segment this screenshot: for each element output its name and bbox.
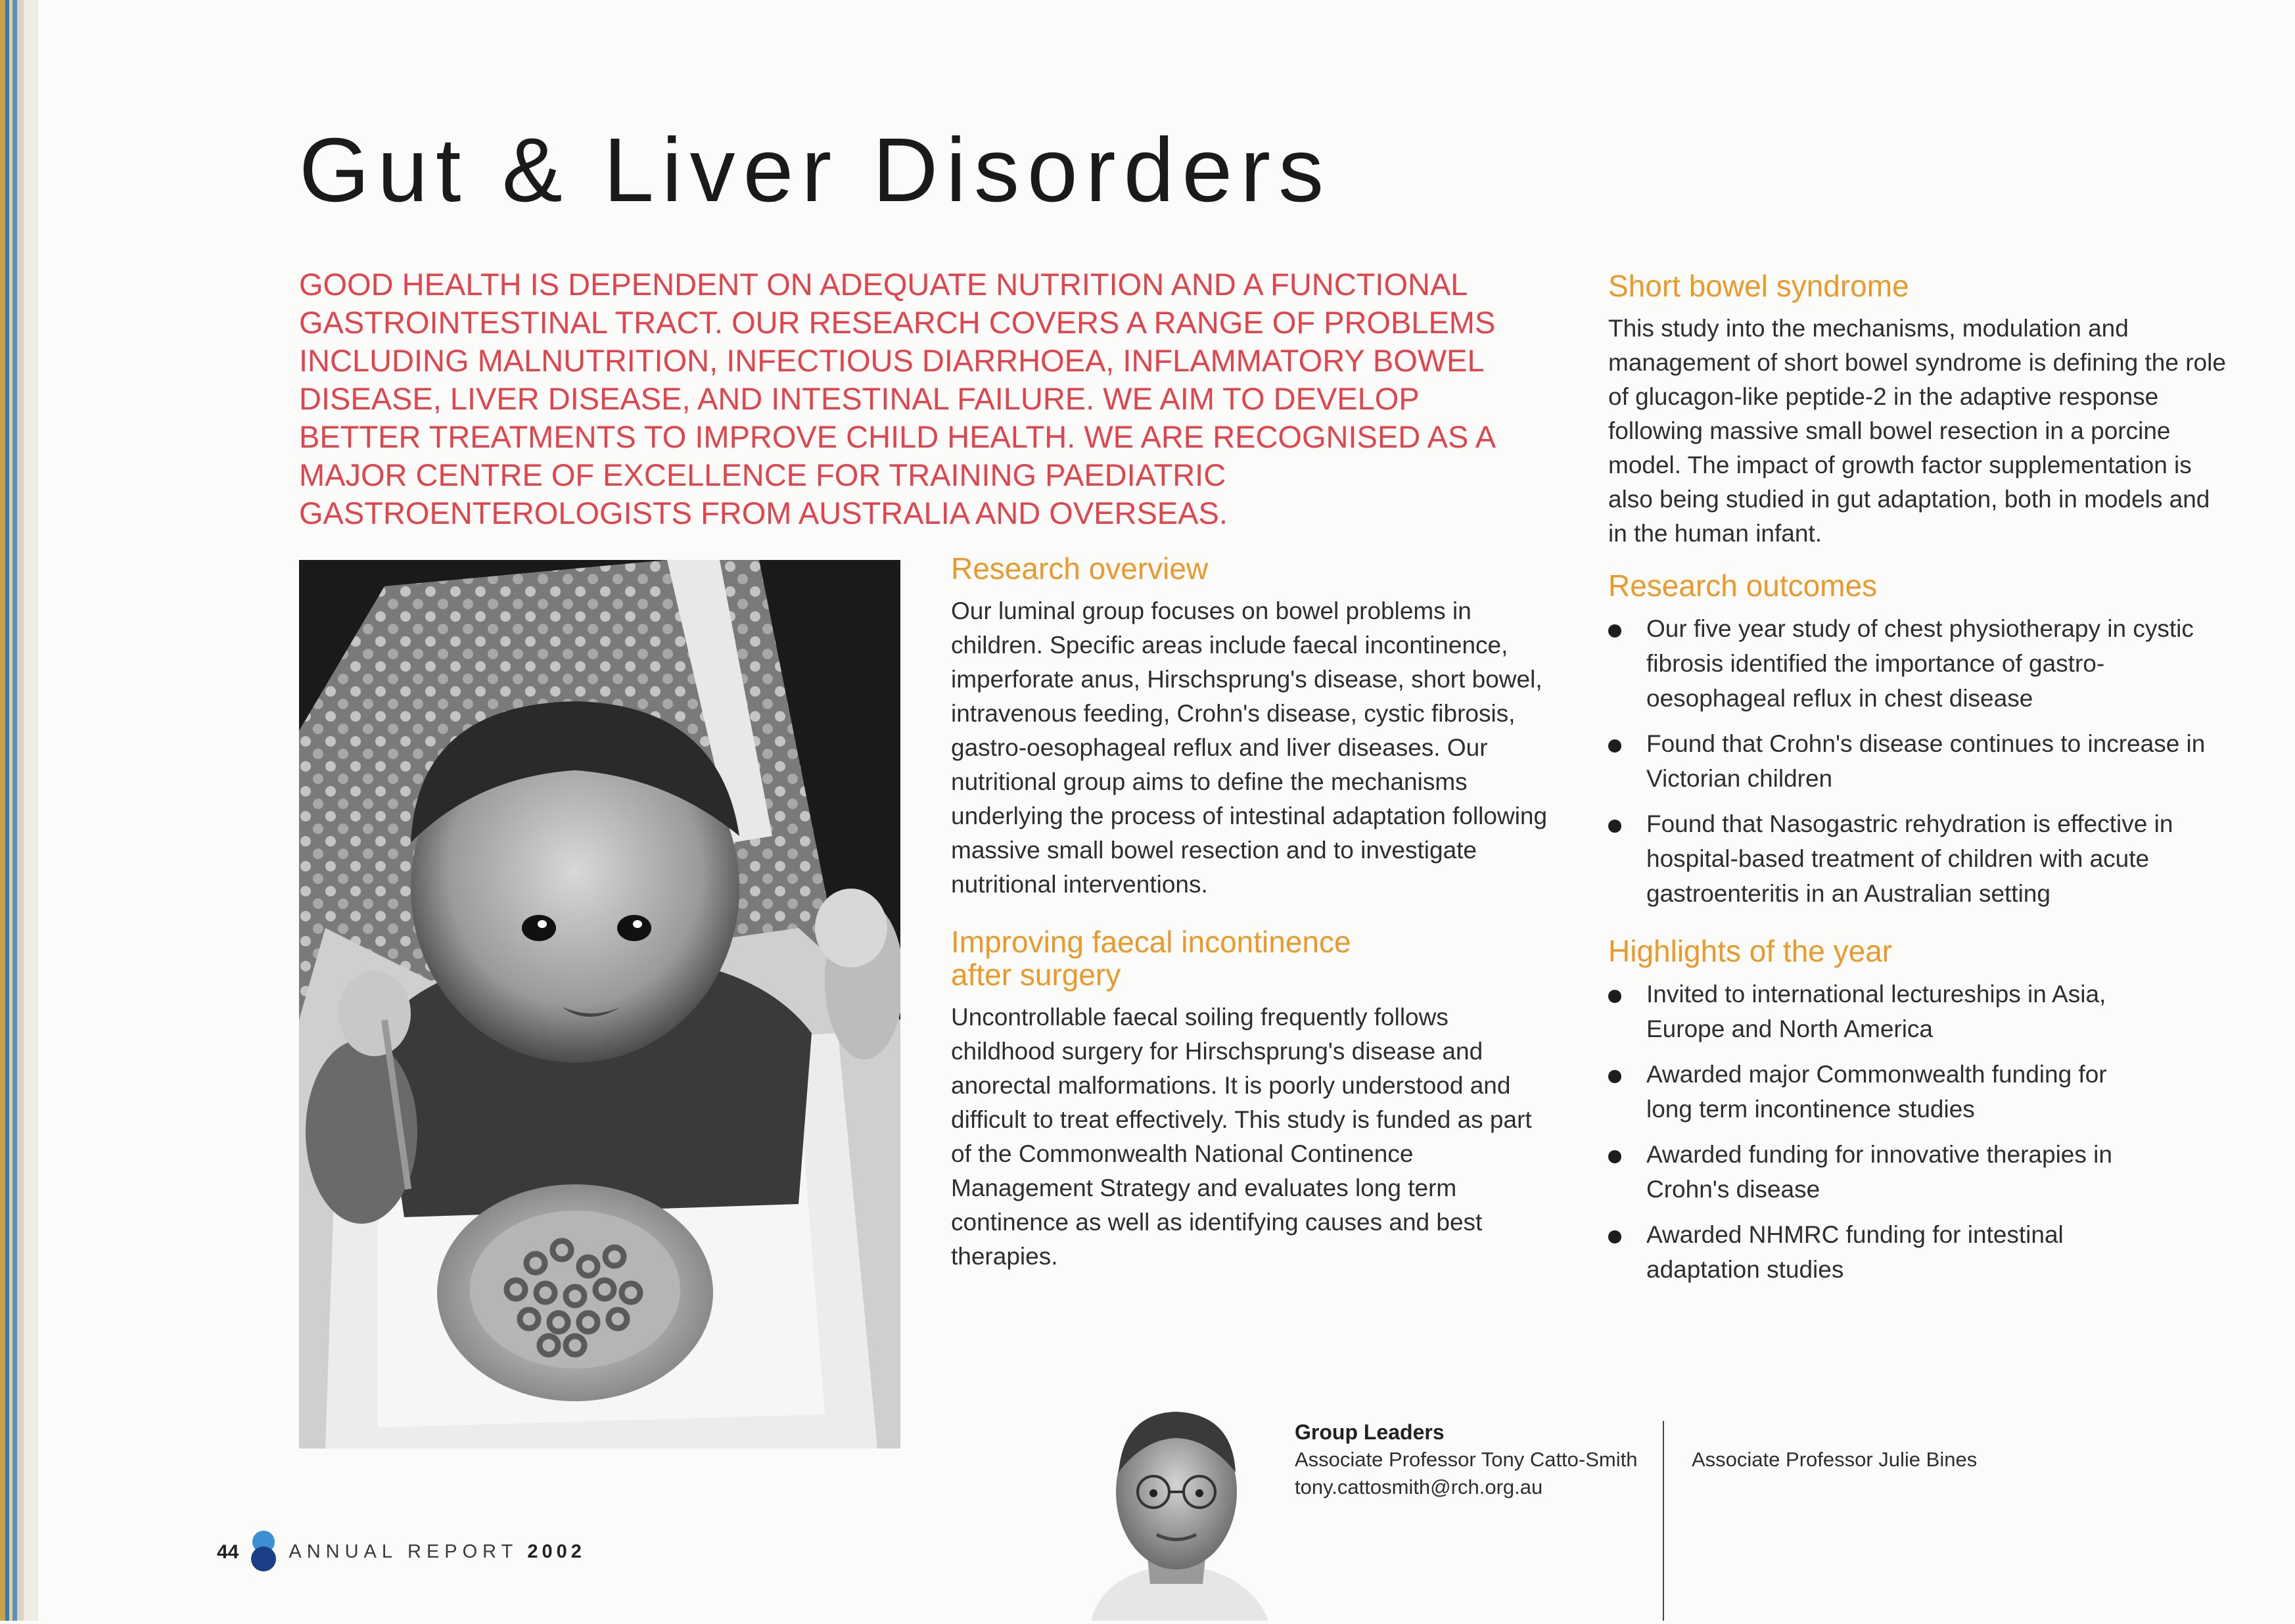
group-leader-portrait — [1078, 1387, 1275, 1621]
list-item: Found that Nasogastric rehydration is effective in hospital-based treatment of children with acute gastroenteritis in an Australian setting — [1608, 806, 2233, 911]
middle-column — [951, 552, 1569, 1297]
list-item: Invited to international lectureships in Asia, Europe and North America — [1608, 977, 2233, 1046]
group-leaders-label: Group Leaders — [1295, 1420, 1445, 1444]
short-bowel-body: This study into the mechanisms, modulation and management of short bowel syndrome is defining the role of glucagon-like peptide-2 in the adaptive response following massive small bowel resection in a porcine model. The impact of growth factor supplementation is also being studied in gut adaptation, both in models and in the human infant. — [1608, 315, 2226, 547]
highlights-heading: Highlights of the year — [1608, 934, 1893, 968]
list-item: Awarded funding for innovative therapies in Crohn's disease — [1608, 1137, 2233, 1207]
page-footer — [217, 1529, 586, 1575]
child-photo — [299, 560, 900, 1449]
intro-paragraph: GOOD HEALTH IS DEPENDENT ON ADEQUATE NUTRITION AND A FUNCTIONAL GASTROINTESTINAL TRACT. OUR RESEARCH COVERS A RANGE OF PROBLEMS INCLUDING MALNUTRITION, INFECTIOUS DIARRHOEA, INFLAMMATORY BOWEL DISEASE, LIVER DISEASE, AND INTESTINAL FAILURE. WE AIM TO DEVELOP BETTER TREATMENTS TO IMPROVE CHILD HEALTH. WE ARE RECOGNISED AS A MAJOR CENTRE OF EXCELLENCE FOR TRAINING PAEDIATRIC GASTROENTEROLOGISTS FROM AUSTRALIA AND OVERSEAS. — [299, 267, 1496, 530]
leader-name-2: Associate Professor Julie Bines — [1692, 1448, 1978, 1471]
group-leaders — [1295, 1418, 1637, 1501]
page-title: Gut & Liver Disorders — [299, 120, 1332, 221]
research-outcomes-heading: Research outcomes — [1608, 568, 1878, 603]
research-overview-heading: Research overview — [951, 551, 1209, 586]
list-item: Awarded major Commonwealth funding for long term incontinence studies — [1608, 1057, 2233, 1126]
page-number: 44 — [217, 1541, 239, 1563]
leader-divider — [1663, 1421, 1664, 1621]
binding-spine — [0, 0, 38, 1621]
report-year: 2002 — [527, 1541, 586, 1562]
right-column — [1608, 269, 2233, 1311]
leader-name: Associate Professor Tony Catto-Smith — [1295, 1448, 1638, 1471]
list-item: Awarded NHMRC funding for intestinal adaptation studies — [1608, 1217, 2233, 1287]
short-bowel-heading: Short bowel syndrome — [1608, 269, 1909, 303]
faecal-incontinence-body: Uncontrollable faecal soiling frequently follows childhood surgery for Hirschsprung's disease and anorectal malformations. It is poorly understood and difficult to treat effectively. This study is funded as part of the Commonwealth National Continence Management Strategy and evaluates long term continence as well as identifying causes and best therapies. — [951, 1004, 1532, 1270]
faecal-incontinence-heading: Improving faecal incontinence after surgery — [951, 925, 1351, 992]
report-logo-icon — [250, 1529, 277, 1575]
research-overview-body: Our luminal group focuses on bowel problems in children. Specific areas include faecal incontinence, imperforate anus, Hirschsprung's disease, short bowel, intravenous feeding, Crohn's disease, cystic fibrosis, gastro-oesophageal reflux and liver diseases. Our nutritional group aims to define the mechanisms underlying the process of intestinal adaptation following massive small bowel resection and to investigate nutritional interventions. — [951, 597, 1548, 898]
report-label: ANNUAL REPORT — [289, 1541, 519, 1562]
list-item: Our five year study of chest physiotherapy in cystic fibrosis identified the importance of gastro-oesophageal reflux in chest disease — [1608, 611, 2233, 716]
research-outcomes-list — [1608, 611, 2233, 911]
highlights-list — [1608, 977, 2233, 1287]
leader-email[interactable]: tony.cattosmith@rch.org.au — [1295, 1475, 1543, 1498]
list-item: Found that Crohn's disease continues to increase in Victorian children — [1608, 726, 2233, 796]
